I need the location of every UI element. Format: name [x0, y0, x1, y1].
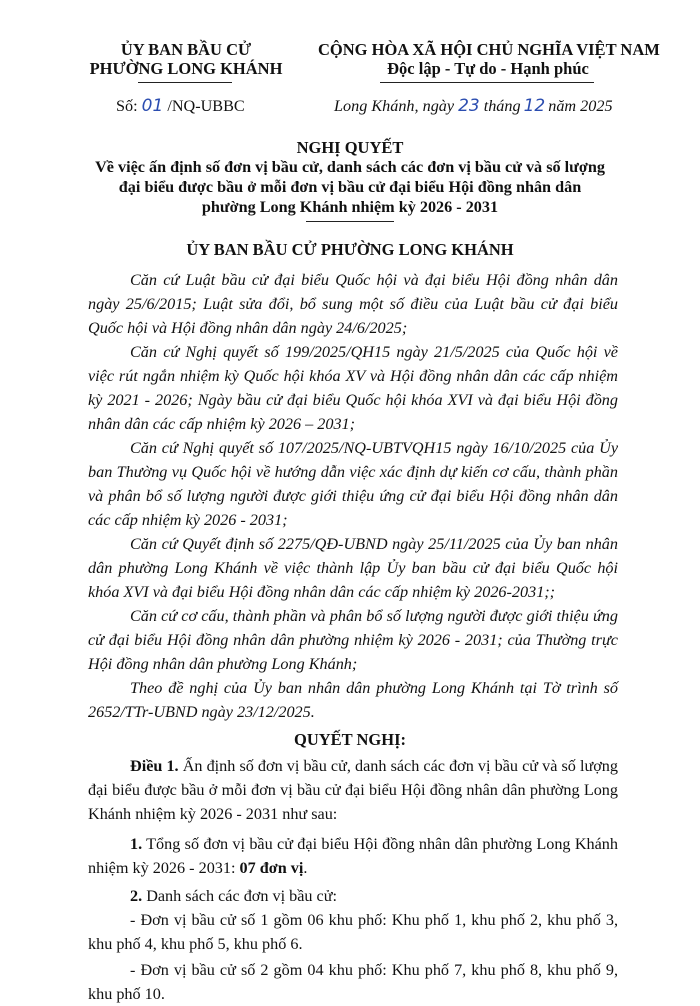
doc-subject-line2: đại biểu được bầu ở mỗi đơn vị bầu cử đại biểu Hội đồng nhân dân: [118, 178, 582, 196]
title-underline: [306, 221, 394, 222]
date-month: 12: [523, 96, 546, 116]
preamble-item: Căn cứ Luật bầu cử đại biểu Quốc hội và đại biểu Hội đồng nhân dân ngày 25/6/2015; Luật sửa đổi, bổ sung một số điều của Luật bầu cử đại biểu Quốc hội và Hội đồng nhân dân ngày 24/6/2025;: [88, 271, 618, 337]
item-1: [88, 832, 618, 880]
preamble-item: Căn cứ Nghị quyết số 107/2025/NQ-UBTVQH15 ngày 16/10/2025 của Ủy ban Thường vụ Quốc hội về hướng dẫn việc xác định dự kiến cơ cấu, thành phần và phân bổ số lượng người được giới thiệu ứng cử đại biểu Hội đồng nhân dân các cấp nhiệm kỳ 2026 - 2031;: [88, 439, 618, 529]
national-title: CỘNG HÒA XÃ HỘI CHỦ NGHĨA VIỆT NAM: [318, 40, 660, 59]
item-2: [88, 884, 618, 908]
article-1-label: Điều 1.: [130, 757, 179, 775]
preamble-item: Căn cứ cơ cấu, thành phần và phân bổ số lượng người được giới thiệu ứng cử đại biểu Hội đồng nhân dân phường nhiệm kỳ 2026 - 2031; của Thường trực Hội đồng nhân dân phường Long Khánh;: [88, 607, 618, 673]
item-2-text: Danh sách các đơn vị bầu cử:: [146, 887, 338, 905]
date-line: [334, 96, 613, 116]
item-2-num: 2.: [130, 887, 143, 905]
issuer-underline: [138, 82, 232, 83]
motto-underline: [380, 82, 594, 83]
doc-number-suffix: /NQ-UBBC: [167, 97, 245, 115]
unit-item: - Đơn vị bầu cử số 2 gồm 04 khu phố: Khu phố 7, khu phố 8, khu phố 9, khu phố 10.: [88, 961, 618, 1003]
authority-heading: ỦY BAN BẦU CỬ PHƯỜNG LONG KHÁNH: [186, 240, 514, 259]
doc-number-handwritten: 01: [141, 96, 164, 116]
national-motto: Độc lập - Tự do - Hạnh phúc: [387, 59, 589, 78]
doc-type: NGHỊ QUYẾT: [296, 138, 404, 157]
preamble-item: Căn cứ Nghị quyết số 199/2025/QH15 ngày 21/5/2025 của Quốc hội về việc rút ngắn nhiệm kỳ Quốc hội khóa XV và Hội đồng nhân dân các cấp nhiệm kỳ 2021 - 2026; Ngày bầu cử đại biểu Quốc hội khóa XVI và đại biểu Hội đồng nhân dân các cấp nhiệm kỳ 2026 – 2031;: [88, 343, 618, 433]
doc-number-prefix: Số:: [116, 97, 138, 115]
issuer-name-line1: ỦY BAN BẦU CỬ: [120, 40, 252, 59]
resolve-heading: QUYẾT NGHỊ:: [293, 730, 406, 749]
unit-item: - Đơn vị bầu cử số 1 gồm 06 khu phố: Khu phố 1, khu phố 2, khu phố 3, khu phố 4, khu phố 5, khu phố 6.: [88, 911, 618, 953]
preamble-item: Căn cứ Quyết định số 2275/QĐ-UBND ngày 25/11/2025 của Ủy ban nhân dân phường Long Khánh về việc thành lập Ủy ban bầu cử đại biểu Quốc hội khóa XVI và đại biểu Hội đồng nhân dân các cấp nhiệm kỳ 2026-2031;;: [88, 535, 618, 601]
item-1-num: 1.: [130, 835, 143, 853]
date-prefix: Long Khánh, ngày: [334, 97, 455, 115]
article-1-text: Ấn định số đơn vị bầu cử, danh sách các đơn vị bầu cử và số lượng đại biểu được bầu ở mỗi đơn vị bầu cử đại biểu Hội đồng nhân dân phường Long Khánh nhiệm kỳ 2026 - 2031 như sau:: [88, 757, 618, 823]
item-1-text: Tổng số đơn vị bầu cử đại biểu Hội đồng nhân dân phường Long Khánh nhiệm kỳ 2026 - 2031:: [88, 835, 618, 877]
preamble-item: Theo đề nghị của Ủy ban nhân dân phường Long Khánh tại Tờ trình số 2652/TTr-UBND ngày 23/12/2025.: [88, 679, 618, 721]
date-day: 23: [458, 96, 480, 116]
date-year: năm 2025: [548, 97, 613, 115]
doc-number: [116, 96, 245, 116]
item-1-end: .: [303, 859, 308, 877]
item-1-count: 07 đơn vị: [239, 859, 304, 877]
issuer-name-line2: PHƯỜNG LONG KHÁNH: [89, 59, 283, 78]
doc-subject-line3: phường Long Khánh nhiệm kỳ 2026 - 2031: [201, 198, 499, 216]
doc-subject-line1: Về việc ấn định số đơn vị bầu cử, danh sách các đơn vị bầu cử và số lượng: [95, 158, 605, 176]
date-month-label: tháng: [483, 97, 521, 115]
article-1: [88, 754, 618, 826]
